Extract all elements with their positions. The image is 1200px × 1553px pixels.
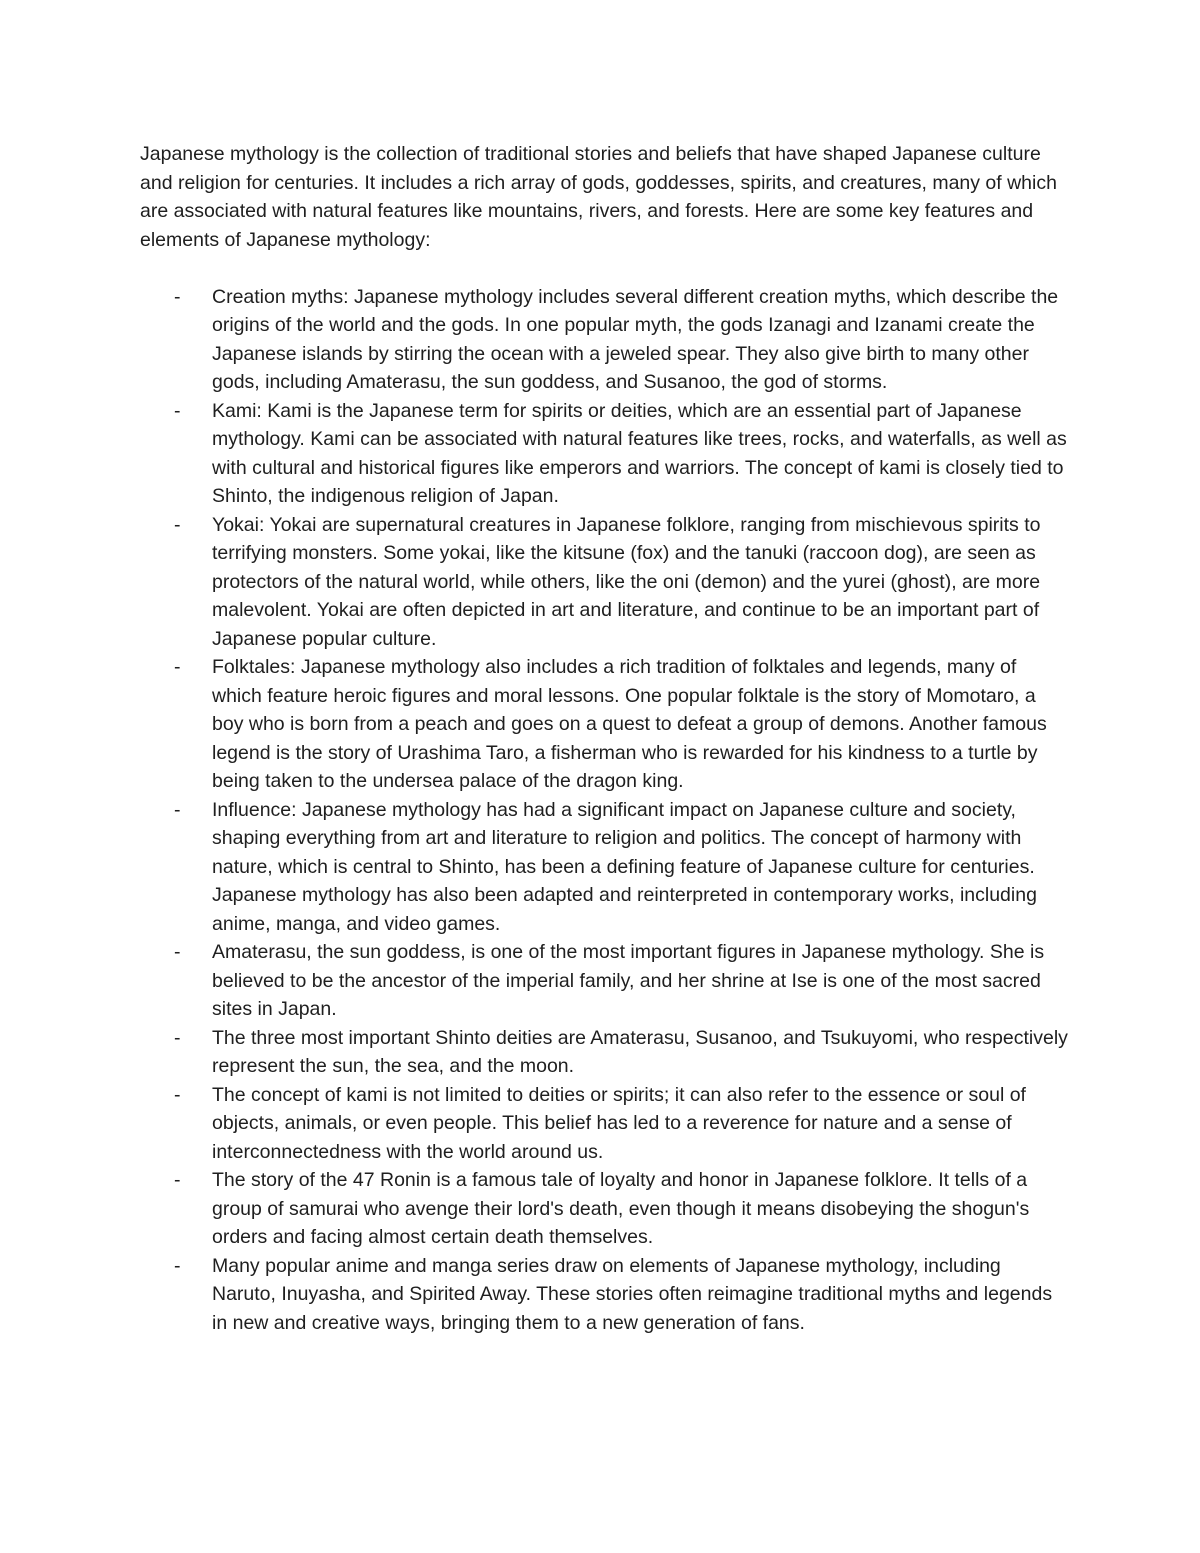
list-item (140, 397, 1070, 511)
list-item-text: Kami: Kami is the Japanese term for spirits or deities, which are an essential part of Japanese mythology. Kami can be associated with natural features like trees, rocks, and waterfalls, as well as with cultural and historical figures like emperors and warriors. The concept of kami is closely tied to Shinto, the indigenous religion of Japan. (212, 399, 1067, 507)
list-item-text: Creation myths: Japanese mythology includes several different creation myths, which describe the origins of the world and the gods. In one popular myth, the gods Izanagi and Izanami create the Japanese islands by stirring the ocean with a jeweled spear. They also give birth to many other gods, including Amaterasu, the sun goddess, and Susanoo, the god of storms. (212, 285, 1059, 393)
bullet-marker: - (174, 513, 181, 536)
list-item (140, 1024, 1070, 1081)
list-item (140, 796, 1070, 939)
list-item-text: The story of the 47 Ronin is a famous tale of loyalty and honor in Japanese folklore. It tells of a group of samurai who avenge their lord's death, even though it means disobeying the shogun's orders and facing almost certain death themselves. (212, 1169, 1030, 1248)
bullet-marker: - (174, 798, 181, 821)
list-item-text: Amaterasu, the sun goddess, is one of the most important figures in Japanese mythology. She is believed to be the ancestor of the imperial family, and her shrine at Ise is one of the most sacred sites in Japan. (212, 941, 1045, 1020)
list-item (140, 283, 1070, 397)
list-item (140, 1081, 1070, 1167)
bullet-marker: - (174, 399, 181, 422)
list-item (140, 938, 1070, 1024)
bullet-marker: - (174, 285, 181, 308)
feature-list (140, 283, 1070, 1338)
list-item-text: Yokai: Yokai are supernatural creatures in Japanese folklore, ranging from mischievous spirits to terrifying monsters. Some yokai, like the kitsune (fox) and the tanuki (raccoon dog), are seen as protectors of the natural world, while others, like the oni (demon) and the yurei (ghost), are more malevolent. Yokai are often depicted in art and literature, and continue to be an important part of Japanese popular culture. (212, 513, 1041, 650)
list-item-text: Folktales: Japanese mythology also includes a rich tradition of folktales and legends, many of which feature heroic figures and moral lessons. One popular folktale is the story of Momotaro, a boy who is born from a peach and goes on a quest to defeat a group of demons. Another famous legend is the story of Urashima Taro, a fisherman who is rewarded for his kindness to a turtle by being taken to the undersea palace of the dragon king. (212, 656, 1047, 792)
list-item-text: The concept of kami is not limited to deities or spirits; it can also refer to the essence or soul of objects, animals, or even people. This belief has led to a reverence for nature and a sense of interconnectedness with the world around us. (212, 1083, 1026, 1163)
list-item (140, 1166, 1070, 1252)
bullet-marker: - (174, 1254, 181, 1277)
bullet-marker: - (174, 1083, 181, 1106)
bullet-marker: - (174, 1026, 181, 1049)
list-item (140, 1252, 1070, 1338)
bullet-marker: - (174, 1169, 181, 1191)
list-item (140, 511, 1070, 654)
list-item-text: Influence: Japanese mythology has had a significant impact on Japanese culture and society, shaping everything from art and literature to religion and politics. The concept of harmony with nature, which is central to Shinto, has been a defining feature of Japanese culture for centuries. Japanese mythology has also been adapted and reinterpreted in contemporary works, including anime, manga, and video games. (212, 798, 1037, 935)
document-body (140, 140, 1070, 1337)
intro-paragraph: Japanese mythology is the collection of traditional stories and beliefs that have shaped Japanese culture and religion for centuries. It includes a rich array of gods, goddesses, spirits, and creatures, many of which are associated with natural features like mountains, rivers, and forests. Here are some key features and elements of Japanese mythology: (140, 143, 1057, 251)
list-item-text: The three most important Shinto deities are Amaterasu, Susanoo, and Tsukuyomi, who respectively represent the sun, the sea, and the moon. (212, 1026, 1068, 1077)
list-item-text: Many popular anime and manga series draw on elements of Japanese mythology, including Naruto, Inuyasha, and Spirited Away. These stories often reimagine traditional myths and legends in new and creative ways, bringing them to a new generation of fans. (212, 1254, 1053, 1334)
bullet-marker: - (174, 656, 181, 678)
list-item (140, 653, 1070, 796)
bullet-marker: - (174, 941, 181, 963)
